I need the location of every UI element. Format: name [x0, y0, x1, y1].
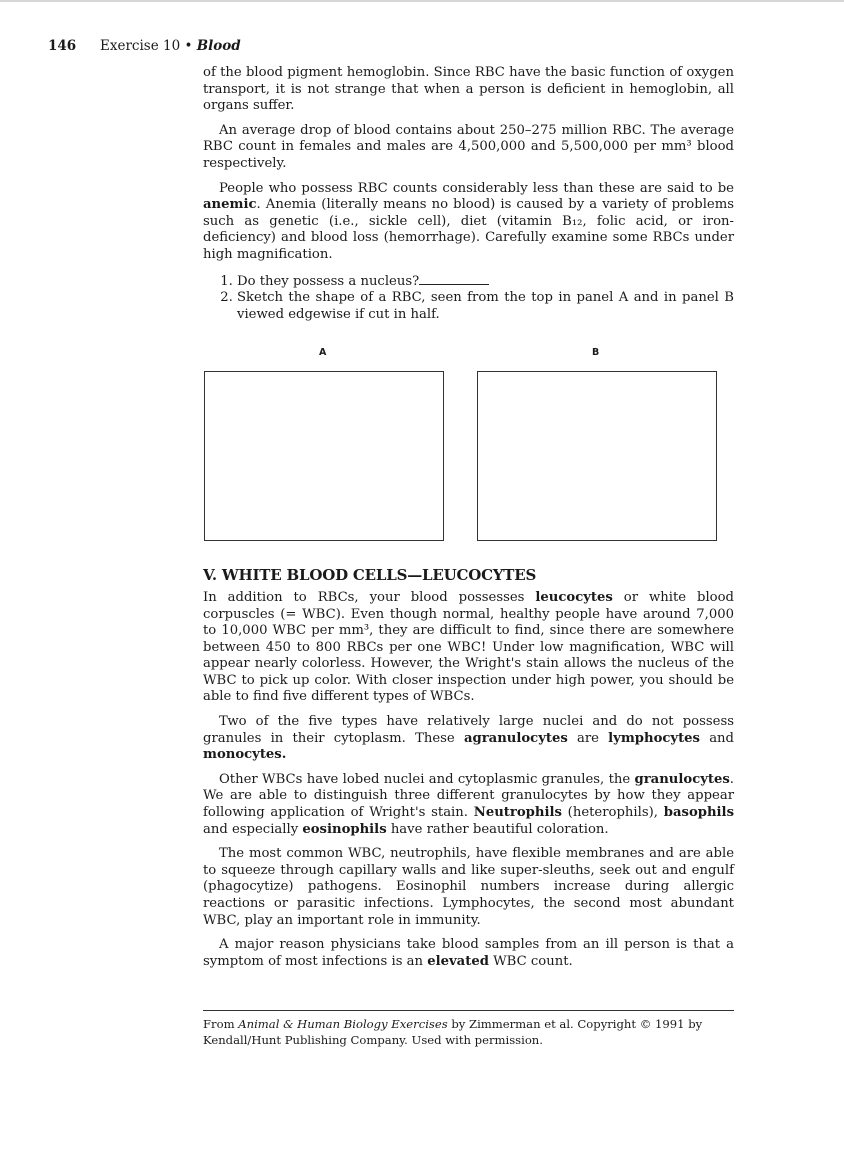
paragraph-neutrophils: The most common WBC, neutrophils, have flexible membranes and are able to squeeze through capillary walls and like super-sleuths, seek out and engulf (phagocytize) pathogens. Eosinophil numbers increase during allergic reactions or parasitic infections. Lymphocytes, the second most abundant WBC, play an important role in immunity.	[203, 846, 734, 928]
header-separator: •	[184, 38, 193, 54]
sketch-panels	[203, 331, 734, 549]
main-content	[203, 65, 734, 978]
paragraph-granulocytes: Other WBCs have lobed nuclei and cytoplasmic granules, the granulocytes. We are able to distinguish three different granulocytes by how they appear following application of Wright's stain. Neutrophils (heterophils), basophils and especially eosinophils have rather beautiful coloration.	[203, 771, 734, 837]
footer-rule	[203, 1010, 734, 1011]
paragraph-hemoglobin: of the blood pigment hemoglobin. Since RBC have the basic function of oxygen transport, it is not strange that when a person is deficient in hemoglobin, all organs suffer.	[203, 65, 734, 114]
term-anemic: anemic	[203, 197, 257, 213]
paragraph-elevated-wbc: A major reason physicians take blood samples from an ill person is that a symptom of most infections is an elevated WBC count.	[203, 937, 734, 969]
question-2: 2. Sketch the shape of a RBC, seen from the top in panel A and in panel B viewed edgewise if cut in half.	[237, 290, 734, 323]
term-agranulocytes: agranulocytes	[463, 730, 568, 746]
term-lymphocytes: lymphocytes	[608, 730, 700, 746]
term-basophils: basophils	[663, 805, 734, 821]
term-neutrophils: Neutrophils	[473, 805, 562, 821]
term-monocytes: monocytes.	[203, 747, 287, 763]
top-border-line	[0, 0, 844, 2]
question-list	[203, 272, 734, 324]
answer-blank[interactable]	[419, 272, 489, 285]
term-leucocytes: leucocytes	[535, 589, 613, 605]
chapter-title	[100, 38, 241, 54]
term-granulocytes: granulocytes	[634, 771, 730, 787]
page-number: 146	[48, 38, 77, 54]
term-eosinophils: eosinophils	[302, 821, 387, 837]
paragraph-agranulocytes: Two of the five types have relatively large nuclei and do not possess granules in their cytoplasm. These agranulocytes are lymphocytes and monocytes.	[203, 714, 734, 763]
panel-b-box[interactable]	[477, 371, 717, 541]
footer-book-title: Animal & Human Biology Exercises	[238, 1017, 448, 1031]
panel-b-label: B	[592, 347, 600, 359]
term-elevated: elevated	[427, 953, 489, 969]
panel-a-label: A	[319, 347, 327, 359]
paragraph-rbc-count: An average drop of blood contains about 250–275 million RBC. The average RBC count in females and males are 4,500,000 and 5,500,000 per mm³ blood respectively.	[203, 122, 734, 171]
running-header	[48, 38, 241, 54]
paragraph-leucocytes: In addition to RBCs, your blood possesses leucocytes or white blood corpuscles (= WBC). Even though normal, healthy people have around 7,000 to 10,000 WBC per mm³, they are difficult to find, since there are somewhere between 450 to 800 RBCs per one WBC! Under low magnification, WBC will appear nearly colorless. However, the Wright's stain allows the nucleus of the WBC to pick up color. With closer inspection under high power, you should be able to find five different types of WBCs.	[203, 589, 734, 705]
paragraph-anemia: People who possess RBC counts considerably less than these are said to be anemic. Anemia (literally means no blood) is caused by a variety of problems such as genetic (i.e., sickle cell), diet (vitamin B₁₂, folic acid, or iron-deficiency) and blood loss (hemorrhage). Carefully examine some RBCs under high magnification.	[203, 180, 734, 262]
question-1: 1. Do they possess a nucleus?	[237, 272, 734, 291]
topic-label: Blood	[196, 38, 241, 54]
section-heading-wbc: V. WHITE BLOOD CELLS—LEUCOCYTES	[203, 566, 537, 585]
footer-credit: From Animal & Human Biology Exercises by Zimmerman et al. Copyright © 1991 by Kendall/Hunt Publishing Company. Used with permission.	[203, 1017, 703, 1047]
exercise-label: Exercise 10	[100, 38, 181, 54]
panel-a-box[interactable]	[204, 371, 444, 541]
